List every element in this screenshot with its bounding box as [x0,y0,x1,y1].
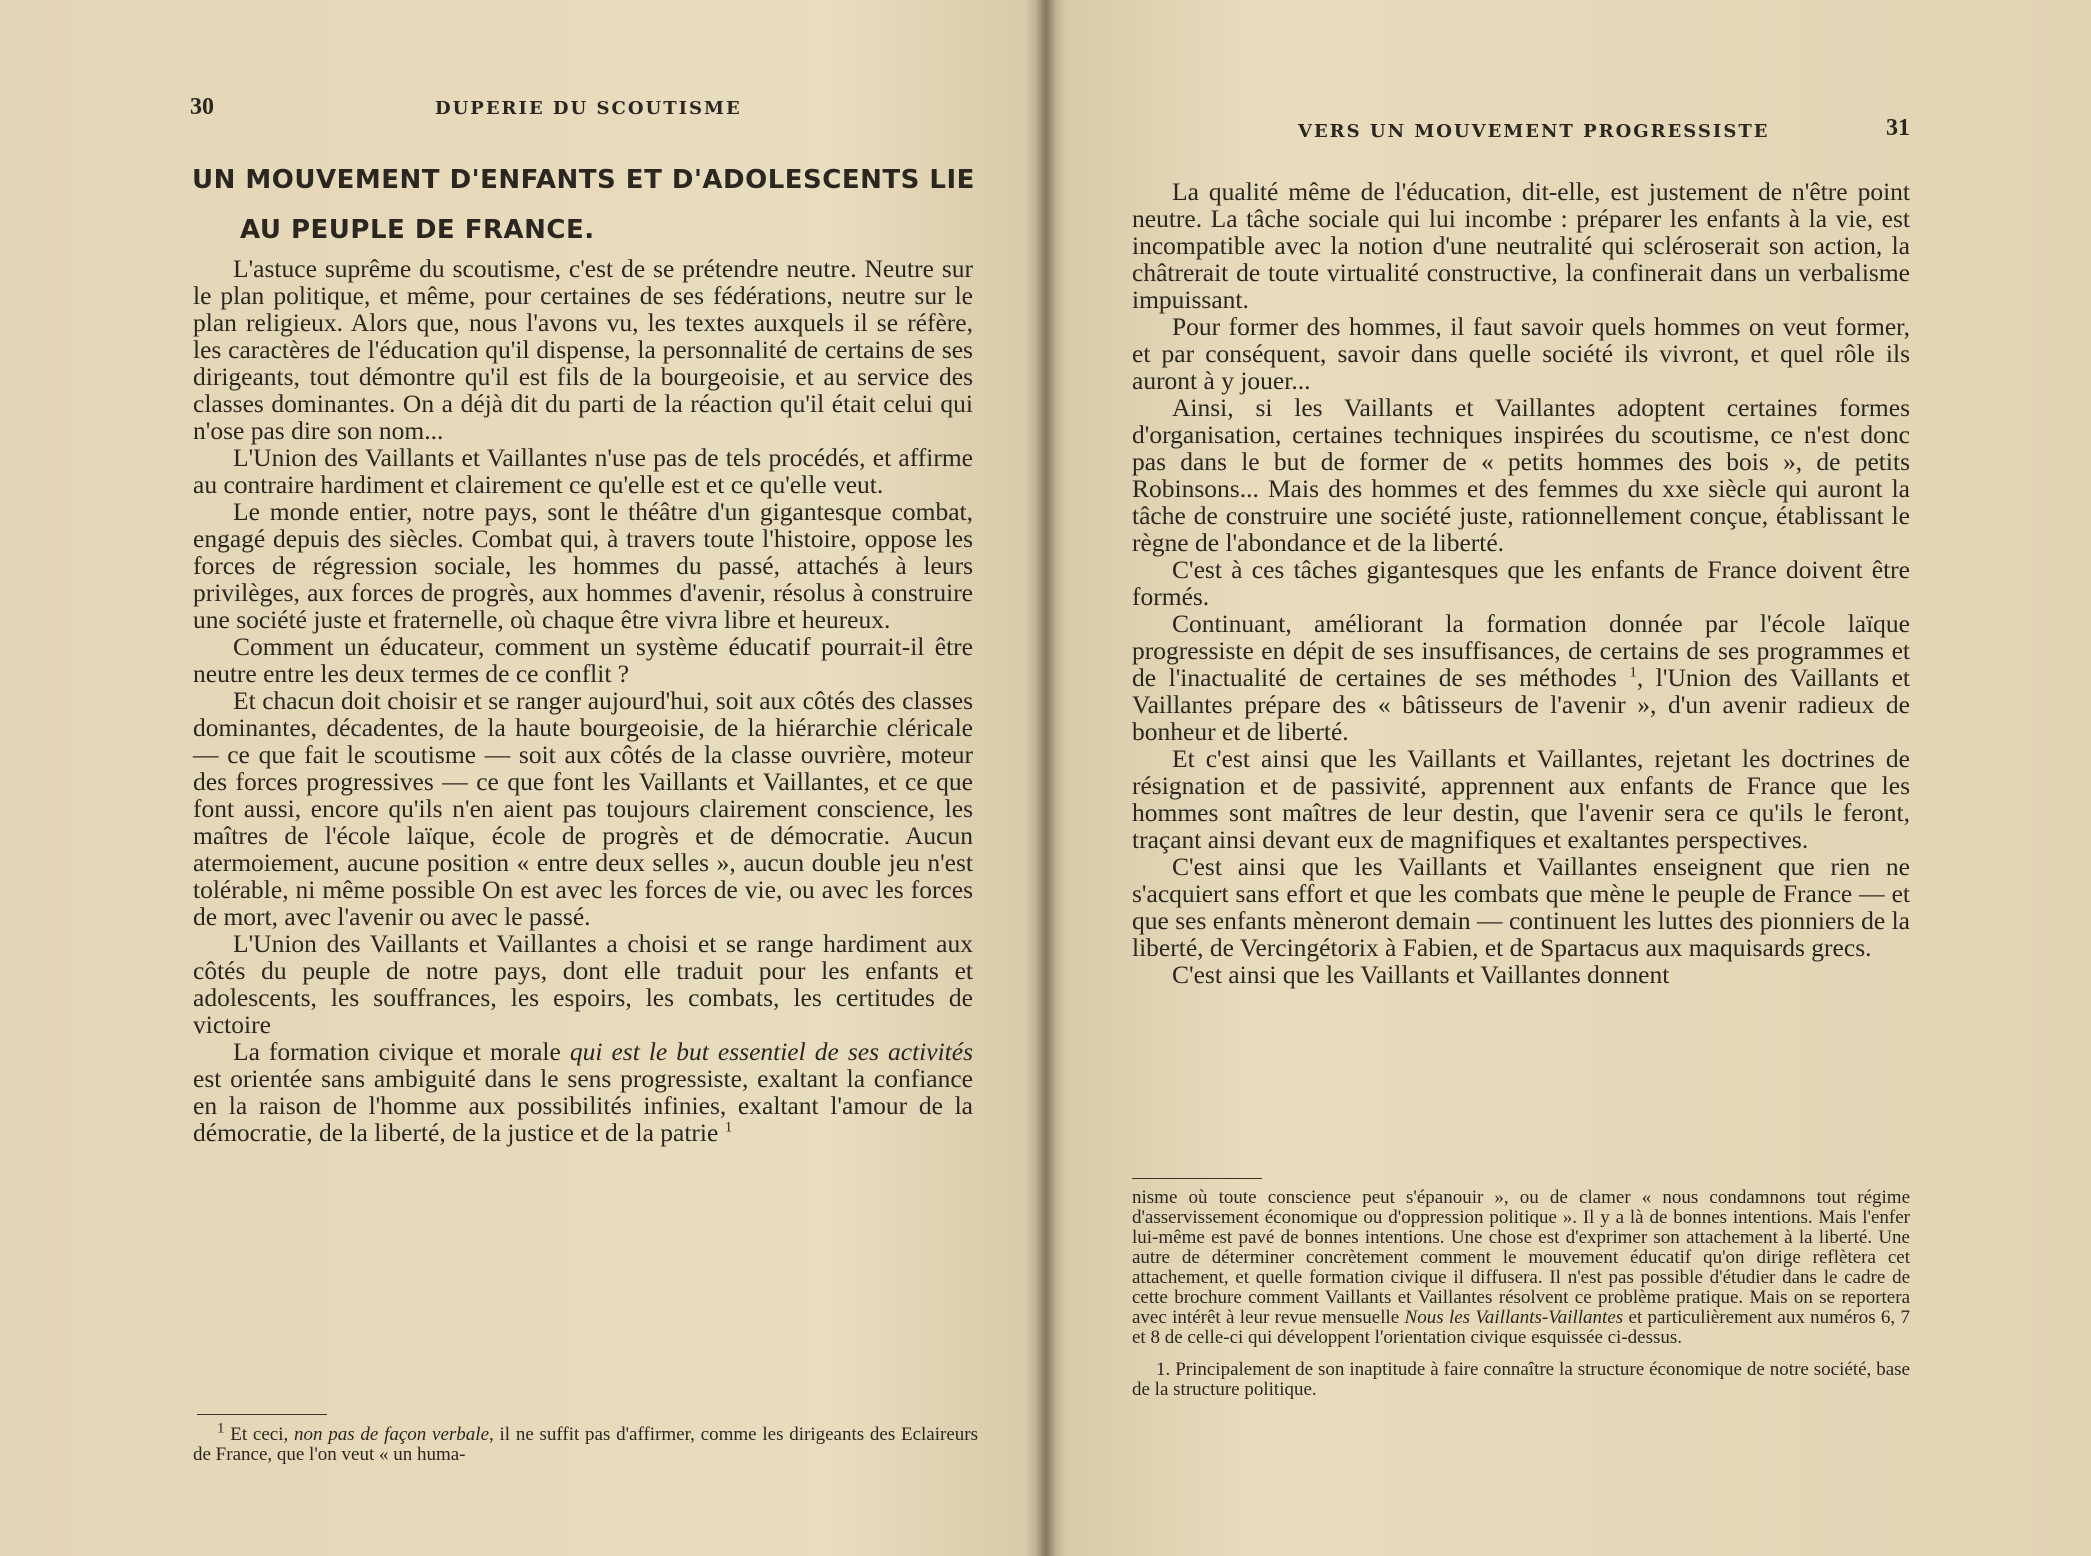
page-number-left: 30 [190,94,214,120]
footnote-rule [197,1414,327,1415]
paragraph: Comment un éducateur, comment un système éducatif pourrait-il être neutre entre les deux termes de ce conflit ? [193,632,973,688]
page-number-right: 31 [1886,115,1910,141]
paragraph: Et chacun doit choisir et se ranger aujourd'hui, soit aux côtés des classes dominantes, décadentes, de la haute bourgeoisie, de la hiérarchie cléricale — ce que fait le scoutisme — soit aux côtés de la classe ouvrière, moteur des forces progressives — ce que font les Vaillants et Vaillantes, et ce que font aussi, encore qu'ils n'en aient pas toujours clairement conscience, les maîtres de l'école laïque, école de progrès et de démocratie. Aucun atermoiement, aucune position « entre deux selles », aucun double jeu n'est tolérable, ni même possible On est avec les forces de vie, ou avec les forces de mort, avec l'avenir ou avec le passé. [193,686,973,931]
right-body-text [1132,178,1910,988]
footnote-mark: 1. [1156,1359,1171,1380]
paragraph: Ainsi, si les Vaillants et Vaillantes adoptent certaines formes d'organisation, certaines techniques inspirées du scoutisme, ce n'est donc pas dans le but de former de « petits hommes des bois », de petits Robinsons... Mais des hommes et des femmes du xxe siècle qui auront la tâche de construire une société juste, rationnellement conçue, établissant le règne de l'abondance et de la liberté. [1132,393,1910,557]
footnote-mark: 1 [217,1420,225,1437]
italic-run: non pas de façon verbale [293,1424,490,1445]
paragraph [1132,610,1910,745]
section-heading [192,155,982,255]
footnote-ref: 1 [724,1119,733,1136]
paragraph: Pour former des hommes, il faut savoir quels hommes on veut former, et par conséquent, savoir dans quelle société ils vivront, et quel rôle ils auront à y jouer... [1132,312,1910,395]
footnote-rule [1132,1178,1262,1179]
running-head-left: DUPERIE DU SCOUTISME [435,98,742,119]
paragraph: L'Union des Vaillants et Vaillantes a choisi et se range hardiment aux côtés du peuple de notre pays, dont elle traduit pour les enfants et adolescents, les souffrances, les espoirs, les combats, les certitudes de victoire [193,929,973,1039]
paragraph: C'est à ces tâches gigantesques que les enfants de France doivent être formés. [1132,555,1910,611]
paragraph: L'astuce suprême du scoutisme, c'est de se prétendre neutre. Neutre sur le plan politique, et même, pour certaines de ses fédérations, neutre sur le plan religieux. Alors que, nous l'avons vu, les textes auxquels il se réfère, les caractères de l'éducation qu'il dispense, la personnalité de certains de ses dirigeants, tout démontre qu'il est fils de la bourgeoisie, et au service des classes dominantes. On a déjà dit du parti de la réaction qu'il était celui qui n'ose pas dire son nom... [193,254,973,445]
text-run: Et ceci, [224,1424,294,1445]
text-run: est orientée sans ambiguité dans le sens progressiste, exaltant la confiance en la raison de l'homme aux possibilités infinies, exaltant l'amour de la démocratie, de la liberté, de la justice et de la patrie [193,1064,973,1147]
text-run: , il ne suffit pas d'affirmer, comme les dirigeants des Eclaireurs de France, que l'on veut « un huma- [193,1424,978,1465]
left-footnote [193,1420,978,1465]
paragraph: Le monde entier, notre pays, sont le théâtre d'un gigantesque combat, engagé depuis des siècles. Combat qui, à travers toute l'histoire, oppose les forces de régression sociale, les hommes du passé, attachés à leurs privilèges, aux forces de progrès, aux hommes d'avenir, résolus à construire une société juste et fraternelle, où chaque être vivra libre et heureux. [193,497,973,634]
text-run: Continuant, améliorant la formation donnée par l'école laïque progressiste en dépit de ses insuffisances, de certains de ses programmes et de l'inactualité de certaines de ses méthodes [1132,609,1910,692]
heading-line-1: UN MOUVEMENT D'ENFANTS ET D'ADOLESCENTS LIE [192,165,975,195]
left-body-text [193,255,973,1146]
right-footnotes [1132,1188,1910,1400]
running-head-right: VERS UN MOUVEMENT PROGRESSISTE [1298,121,1770,142]
heading-line-2: AU PEUPLE DE FRANCE. [240,215,595,245]
text-run: Principalement de son inaptitude à faire connaître la structure économique de notre société, base de la structure politique. [1132,1359,1910,1400]
paragraph: L'Union des Vaillants et Vaillantes n'use pas de tels procédés, et affirme au contraire hardiment et clairement ce qu'elle est et ce qu'elle veut. [193,443,973,499]
paragraph: C'est ainsi que les Vaillants et Vaillantes donnent [1172,960,1670,989]
left-page [0,0,1045,1556]
italic-run: qui est le but essentiel de ses activités [569,1037,973,1066]
paragraph-last [193,1038,973,1146]
paragraph: C'est ainsi que les Vaillants et Vaillantes enseignent que rien ne s'acquiert sans effort et que les combats que mène le peuple de France — et que ses enfants mèneront demain — continuent les luttes des pionniers de la liberté, de Vercingétorix à Fabien, et de Spartacus aux maquisards grecs. [1132,852,1910,962]
italic-run: Nous les Vaillants-Vaillantes [1404,1307,1624,1328]
text-run: La formation civique et morale [233,1037,570,1066]
paragraph: Et c'est ainsi que les Vaillants et Vaillantes, rejetant les doctrines de résignation et de passivité, apprennent aux enfants de France que les hommes sont maîtres de leur destin, que l'avenir sera ce qu'ils le feront, traçant ainsi devant eux de magnifiques et exaltantes perspectives. [1132,744,1910,854]
paragraph: La qualité même de l'éducation, dit-elle, est justement de n'être point neutre. La tâche sociale qui lui incombe : préparer les enfants à la vie, est incompatible avec la notion d'une neutralité qui scléroserait son action, la châtrerait de toute virtualité constructive, la confinerait dans un verbalisme impuissant. [1132,177,1910,314]
text-run: et particulièrement aux numéros 6, 7 et 8 de celle-ci qui développent l'orientation civique esquissée ci-dessus. [1132,1307,1911,1348]
text-run: , l'Union des Vaillants et Vaillantes prépare des « bâtisseurs de l'avenir », d'un avenir radieux de bonheur et de liberté. [1132,663,1910,746]
right-page [1046,0,2091,1556]
footnote-ref: 1 [1629,664,1637,681]
text-run: nisme où toute conscience peut s'épanouir », ou de clamer « nous condamnons tout régime d'asservissement économique ou d'oppression politique ». Il y a là de bonnes intentions. Mais l'enfer lui-même est pavé de bonnes intentions. Une chose est d'exprimer son attachement à la liberté. Une autre de déterminer concrètement comment le mouvement éducatif qu'on dirige reflètera cet attachement, et quelle formation civique il diffusera. Il n'est pas possible d'étudier dans le cadre de cette brochure comment Vaillants et Vaillantes résolvent ce problème pratique. Mais on se reportera avec intérêt à leur revue mensuelle [1132,1187,1910,1328]
